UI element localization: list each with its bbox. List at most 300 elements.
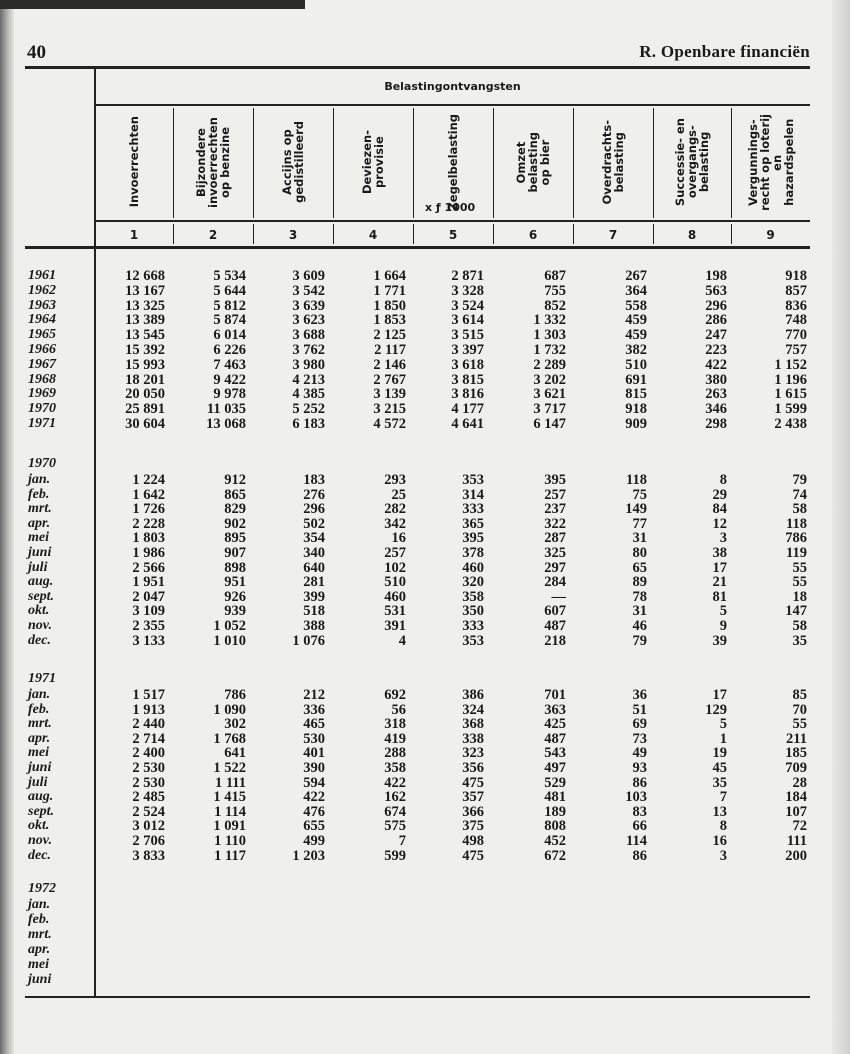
table-cell: 607 <box>544 603 566 620</box>
table-cell: 543 <box>544 745 566 762</box>
column-number: 8 <box>687 228 697 242</box>
table-cell: 11 035 <box>206 401 246 418</box>
table-cell: 353 <box>462 472 484 488</box>
table-cell: 55 <box>792 559 807 576</box>
row-label: feb. <box>28 486 50 502</box>
column-header-label: Omzet belasting op bier <box>514 131 552 193</box>
table-cell: 1 152 <box>774 356 807 373</box>
table-cell: 422 <box>384 774 406 791</box>
table-cell: 594 <box>303 774 325 791</box>
column-header-label: Bijzondere invoerrechten op benzine <box>194 116 232 208</box>
table-cell: 3 <box>719 530 727 547</box>
table-cell: 3 215 <box>373 401 406 418</box>
table-cell: 390 <box>303 760 325 776</box>
table-cell: 401 <box>303 745 325 762</box>
table-cell: 36 <box>632 687 647 703</box>
table-cell: 282 <box>384 501 406 518</box>
table-cell: 459 <box>625 327 647 344</box>
table-cell: 223 <box>705 342 727 358</box>
unit-label: x ƒ 1000 <box>425 201 476 214</box>
table-cell: 38 <box>712 545 727 561</box>
table-cell: 701 <box>544 687 566 703</box>
row-label: mrt. <box>28 501 52 517</box>
table-cell: 382 <box>625 342 647 358</box>
table-cell: 475 <box>462 774 484 791</box>
column-header <box>413 108 493 216</box>
table-cell: 531 <box>384 603 406 620</box>
table-cell: 748 <box>785 312 807 329</box>
row-label: feb. <box>28 912 50 927</box>
table-cell: 356 <box>462 760 484 776</box>
table-cell: 336 <box>303 701 325 718</box>
table-cell: 3 012 <box>132 818 165 835</box>
table-cell: 1 052 <box>213 618 246 634</box>
group-title: Belastingontvangsten <box>384 80 521 93</box>
table-cell: 16 <box>712 833 727 849</box>
table-cell: 487 <box>544 730 566 747</box>
table-cell: 1 517 <box>132 687 165 703</box>
table-cell: 284 <box>544 574 566 591</box>
table-cell: 77 <box>632 515 647 532</box>
table-cell: 79 <box>632 632 647 649</box>
table-cell: 358 <box>384 760 406 776</box>
table-cell: 81 <box>712 588 727 605</box>
table-cell: 65 <box>632 559 647 576</box>
table-cell: 276 <box>303 486 325 503</box>
table-cell: 518 <box>303 603 325 620</box>
table-cell: 836 <box>785 297 807 314</box>
number-divider <box>493 224 494 244</box>
table-cell: 1 196 <box>774 371 807 388</box>
table-cell: 907 <box>224 545 246 561</box>
table-cell: 342 <box>384 515 406 532</box>
table-cell: 691 <box>625 371 647 388</box>
table-cell: 119 <box>786 545 807 561</box>
table-cell: 939 <box>224 603 246 620</box>
table-cell: 21 <box>712 574 727 591</box>
table-cell: 476 <box>303 803 325 820</box>
number-divider <box>413 224 414 244</box>
table-cell: 1 110 <box>214 833 246 849</box>
table-cell: 786 <box>785 530 807 547</box>
table-cell: 3 762 <box>292 342 325 358</box>
table-cell: 895 <box>224 530 246 547</box>
table-cell: 83 <box>632 803 647 820</box>
scan-edge <box>0 0 305 9</box>
table-cell: 45 <box>712 760 727 776</box>
column-number: 6 <box>528 228 538 242</box>
row-label: mrt. <box>28 716 52 732</box>
table-cell: 3 815 <box>451 371 484 388</box>
row-label: sept. <box>28 588 55 604</box>
table-cell: 28 <box>792 774 807 791</box>
table-cell: 314 <box>462 486 484 503</box>
table-cell: 1 <box>719 730 727 747</box>
table-cell: 692 <box>384 687 406 703</box>
table-cell: 287 <box>544 530 566 547</box>
bottom-rule <box>25 996 810 998</box>
table-cell: 757 <box>785 342 807 358</box>
table-cell: 1 114 <box>214 803 246 820</box>
table-cell: 30 604 <box>125 416 165 432</box>
header-divider <box>173 108 174 218</box>
table-cell: 5 874 <box>213 312 246 329</box>
table-cell: 363 <box>544 701 566 718</box>
table-cell: 58 <box>792 618 807 634</box>
column-number: 2 <box>208 228 218 242</box>
table-cell: 70 <box>792 701 807 718</box>
row-label: sept. <box>28 803 55 819</box>
table-cell: 89 <box>632 574 647 591</box>
table-cell: 510 <box>625 356 647 373</box>
table-cell: 3 524 <box>451 297 484 314</box>
table-cell: 808 <box>544 818 566 835</box>
table-cell: 297 <box>544 559 566 576</box>
table-cell: 575 <box>384 818 406 835</box>
column-header-label: Zegelbelasting <box>446 113 460 211</box>
table-cell: 815 <box>625 386 647 403</box>
header-divider <box>493 108 494 218</box>
table-cell: 2 706 <box>132 833 165 849</box>
table-cell: 212 <box>303 687 325 703</box>
table-cell: 3 717 <box>533 401 566 418</box>
table-cell: 3 623 <box>292 312 325 329</box>
row-label: juni <box>28 972 52 987</box>
chapter-title: R. Openbare financiën <box>639 42 810 61</box>
group-rule <box>95 104 810 106</box>
table-cell: 3 202 <box>533 371 566 388</box>
table-cell: 3 980 <box>292 356 325 373</box>
table-cell: 19 <box>712 745 727 762</box>
table-cell: 502 <box>303 515 325 532</box>
table-cell: 2 355 <box>132 618 165 634</box>
table-cell: 755 <box>544 282 566 299</box>
table-cell: 9 978 <box>213 386 246 403</box>
table-cell: 8 <box>719 472 727 488</box>
header-divider <box>333 108 334 218</box>
table-cell: 1 303 <box>533 327 566 344</box>
table-cell: 1 913 <box>132 701 165 718</box>
table-cell: 293 <box>384 472 406 488</box>
column-header <box>653 108 731 216</box>
table-cell: 288 <box>384 745 406 762</box>
table-cell: 419 <box>384 730 406 747</box>
row-label: 1966 <box>28 342 56 357</box>
table-cell: 25 891 <box>125 401 165 418</box>
table-cell: 497 <box>544 760 566 776</box>
table-cell: 386 <box>462 687 484 703</box>
table-cell: 898 <box>224 559 246 576</box>
table-cell: 13 389 <box>125 312 165 329</box>
table-cell: 6 183 <box>292 416 325 432</box>
column-number: 3 <box>288 228 298 242</box>
table-cell: 1 768 <box>213 730 246 747</box>
row-label: apr. <box>28 730 51 746</box>
table-cell: 183 <box>303 472 325 488</box>
table-cell: 322 <box>544 515 566 532</box>
table-cell: 211 <box>786 730 807 747</box>
table-cell: 460 <box>384 588 406 605</box>
row-label: jan. <box>28 472 51 487</box>
table-cell: 6 147 <box>533 416 566 432</box>
number-divider <box>573 224 574 244</box>
table-cell: 918 <box>625 401 647 418</box>
table-cell: 129 <box>705 701 727 718</box>
table-cell: 3 133 <box>132 632 165 649</box>
table-cell: 200 <box>785 847 807 864</box>
table-cell: 66 <box>632 818 647 835</box>
row-label: jan. <box>28 687 51 702</box>
table-cell: 452 <box>544 833 566 849</box>
table-cell: 3 328 <box>451 282 484 299</box>
table-cell: 1 951 <box>132 574 165 591</box>
table-cell: 107 <box>785 803 807 820</box>
table-cell: 1 986 <box>132 545 165 561</box>
table-cell: 247 <box>705 327 727 344</box>
table-cell: 1 010 <box>213 632 246 649</box>
table-cell: 325 <box>544 545 566 561</box>
table-cell: 865 <box>224 486 246 503</box>
row-label: juni <box>28 760 52 775</box>
table-cell: 20 050 <box>125 386 165 403</box>
table-cell: 7 <box>719 789 727 806</box>
table-cell: 3 609 <box>292 268 325 284</box>
table-cell: 162 <box>384 789 406 806</box>
table-cell: 86 <box>632 774 647 791</box>
table-cell: 29 <box>712 486 727 503</box>
number-divider <box>253 224 254 244</box>
table-cell: 909 <box>625 416 647 432</box>
table-cell: 640 <box>303 559 325 576</box>
table-cell: 324 <box>462 701 484 718</box>
table-cell: 2 485 <box>132 789 165 806</box>
column-number: 9 <box>766 228 775 242</box>
table-cell: 529 <box>544 774 566 791</box>
column-number: 7 <box>608 228 618 242</box>
table-cell: 320 <box>462 574 484 591</box>
table-cell: 357 <box>462 789 484 806</box>
table-cell: 1 224 <box>132 472 165 488</box>
table-cell: 770 <box>785 327 807 344</box>
row-label: mrt. <box>28 927 52 942</box>
row-label: juli <box>28 774 48 790</box>
table-cell: 6 226 <box>213 342 246 358</box>
row-label: jan. <box>28 897 51 912</box>
column-header <box>95 108 173 216</box>
table-cell: 189 <box>544 803 566 820</box>
table-cell: 102 <box>384 559 406 576</box>
table-cell: 12 668 <box>125 268 165 284</box>
top-rule <box>25 66 810 69</box>
table-cell: 380 <box>705 371 727 388</box>
table-cell: 25 <box>391 486 406 503</box>
table-cell: 13 <box>712 803 727 820</box>
table-cell: 263 <box>705 386 727 403</box>
table-cell: 84 <box>712 501 727 518</box>
table-cell: 641 <box>224 745 246 762</box>
table-cell: 3 639 <box>292 297 325 314</box>
table-cell: 530 <box>303 730 325 747</box>
table-cell: 1 415 <box>213 789 246 806</box>
column-number: 4 <box>368 228 378 242</box>
table-cell: 395 <box>462 530 484 547</box>
table-cell: 655 <box>303 818 325 835</box>
number-divider <box>173 224 174 244</box>
column-header-label: Overdrachts- belasting <box>600 119 626 205</box>
table-cell: 709 <box>785 760 807 776</box>
header-divider <box>253 108 254 218</box>
table-cell: 852 <box>544 297 566 314</box>
table-cell: 399 <box>303 588 325 605</box>
table-cell: 475 <box>462 847 484 864</box>
table-cell: 460 <box>462 559 484 576</box>
column-header-label: Invoerrechten <box>127 116 141 208</box>
table-cell: 2 438 <box>774 416 807 432</box>
table-cell: 340 <box>303 545 325 561</box>
table-cell: 857 <box>785 282 807 299</box>
table-cell: 5 <box>719 716 727 733</box>
row-label: mei <box>28 957 49 972</box>
table-cell: 3 397 <box>451 342 484 358</box>
table-cell: 2 767 <box>373 371 406 388</box>
table-cell: 3 542 <box>292 282 325 299</box>
page-number: 40 <box>27 42 46 63</box>
table-cell: 93 <box>632 760 647 776</box>
table-cell: 1 853 <box>373 312 406 329</box>
table-cell: 5 534 <box>213 268 246 284</box>
table-cell: 4 572 <box>373 416 406 432</box>
column-header <box>173 108 253 216</box>
table-cell: 333 <box>462 501 484 518</box>
table-cell: 8 <box>719 818 727 835</box>
column-number-rule <box>25 246 810 249</box>
table-cell: 558 <box>625 297 647 314</box>
table-cell: 481 <box>544 789 566 806</box>
header-divider <box>653 108 654 218</box>
table-cell: 1 732 <box>533 342 566 358</box>
table-cell: 4 177 <box>451 401 484 418</box>
row-label: mei <box>28 745 49 761</box>
table-cell: 80 <box>632 545 647 561</box>
book-spine-shadow <box>0 0 14 1054</box>
table-cell: 388 <box>303 618 325 634</box>
row-label: apr. <box>28 942 51 957</box>
table-cell: 298 <box>705 416 727 432</box>
row-label: aug. <box>28 574 54 590</box>
table-cell: 17 <box>712 687 727 703</box>
table-cell: 510 <box>384 574 406 591</box>
header-divider <box>573 108 574 218</box>
row-label: nov. <box>28 833 52 848</box>
table-cell: 257 <box>384 545 406 561</box>
column-header <box>731 108 810 216</box>
table-cell: 56 <box>391 701 406 718</box>
row-label: 1969 <box>28 386 56 402</box>
table-cell: 487 <box>544 618 566 634</box>
table-cell: 281 <box>303 574 325 591</box>
table-cell: 72 <box>792 818 807 835</box>
row-label: mei <box>28 530 49 546</box>
table-cell: 55 <box>792 716 807 733</box>
table-cell: 3 109 <box>132 603 165 620</box>
table-cell: 3 618 <box>451 356 484 373</box>
table-cell: 35 <box>712 774 727 791</box>
table-cell: 75 <box>632 486 647 503</box>
table-cell: 926 <box>224 588 246 605</box>
table-cell: 3 614 <box>451 312 484 329</box>
table-cell: 1 111 <box>214 774 246 791</box>
table-cell: 422 <box>705 356 727 373</box>
table-cell: 198 <box>705 268 727 284</box>
table-cell: 498 <box>462 833 484 849</box>
number-divider <box>333 224 334 244</box>
row-label: apr. <box>28 515 51 531</box>
table-cell: 672 <box>544 847 566 864</box>
table-cell: 346 <box>705 401 727 418</box>
table-cell: 2 871 <box>451 268 484 284</box>
number-divider <box>731 224 732 244</box>
table-cell: 365 <box>462 515 484 532</box>
table-cell: 286 <box>705 312 727 329</box>
column-header <box>253 108 333 216</box>
table-cell: 563 <box>705 282 727 299</box>
row-label: juli <box>28 559 48 575</box>
table-cell: 3 833 <box>132 847 165 864</box>
table-cell: 2 440 <box>132 716 165 733</box>
row-label: 1964 <box>28 312 56 328</box>
table-cell: 4 213 <box>292 371 325 388</box>
table-cell: 425 <box>544 716 566 733</box>
table-cell: — <box>551 588 566 605</box>
table-cell: 118 <box>786 515 807 532</box>
table-cell: 3 816 <box>451 386 484 403</box>
table-cell: 4 641 <box>451 416 484 432</box>
table-cell: 368 <box>462 716 484 733</box>
table-cell: 296 <box>303 501 325 518</box>
section-year: 1970 <box>28 456 56 471</box>
table-cell: 1 642 <box>132 486 165 503</box>
row-label: dec. <box>28 847 51 863</box>
table-cell: 5 252 <box>292 401 325 418</box>
table-cell: 55 <box>792 574 807 591</box>
table-cell: 85 <box>792 687 807 703</box>
row-label: juni <box>28 545 52 560</box>
table-cell: 69 <box>632 716 647 733</box>
table-cell: 674 <box>384 803 406 820</box>
table-cell: 375 <box>462 818 484 835</box>
table-cell: 13 545 <box>125 327 165 344</box>
table-cell: 1 076 <box>292 632 325 649</box>
table-cell: 395 <box>544 472 566 488</box>
table-cell: 218 <box>544 632 566 649</box>
table-cell: 786 <box>224 687 246 703</box>
column-header <box>573 108 653 216</box>
table-cell: 184 <box>785 789 807 806</box>
table-cell: 31 <box>632 530 647 547</box>
table-cell: 16 <box>391 530 406 547</box>
table-cell: 1 203 <box>292 847 325 864</box>
column-header-label: Vergunnings- recht op loterij en hazardspelen <box>745 113 796 211</box>
table-cell: 15 392 <box>125 342 165 358</box>
table-cell: 2 289 <box>533 356 566 373</box>
table-cell: 5 644 <box>213 282 246 299</box>
table-cell: 3 <box>719 847 727 864</box>
column-header <box>493 108 573 216</box>
table-cell: 1 332 <box>533 312 566 329</box>
table-cell: 46 <box>632 618 647 634</box>
row-label: nov. <box>28 618 52 633</box>
table-cell: 323 <box>462 745 484 762</box>
